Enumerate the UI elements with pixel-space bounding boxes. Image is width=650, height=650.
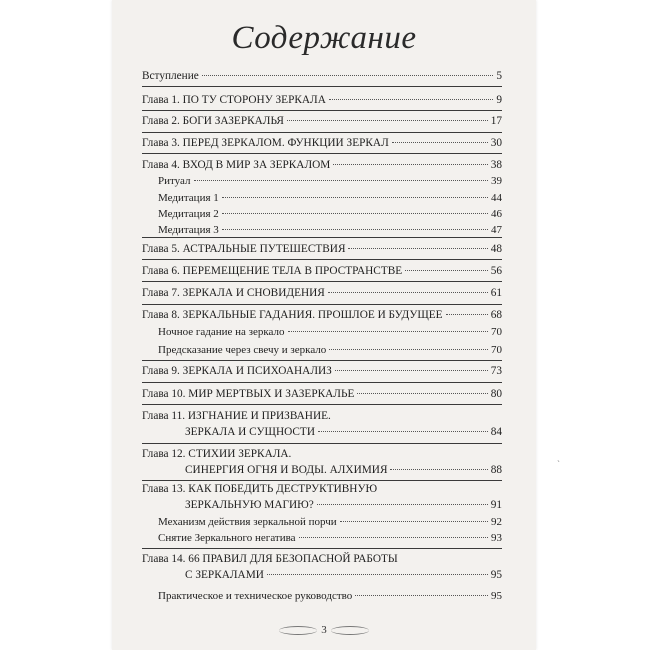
toc-entry: [142, 265, 502, 278]
divider: [142, 281, 502, 282]
dot-leader: [333, 164, 487, 165]
toc-entry-label: Глава 5. АСТРАЛЬНЫЕ ПУТЕШЕСТВИЯ: [142, 243, 346, 255]
dot-leader: [222, 213, 488, 214]
toc-entry: [142, 94, 502, 107]
toc-entry: [142, 137, 502, 150]
dot-leader: [318, 431, 488, 432]
toc-entry-page: 91: [490, 499, 502, 511]
toc-entry-page: 70: [491, 344, 502, 356]
dot-leader: [329, 99, 493, 100]
stray-mark: ˎ: [557, 452, 560, 462]
dot-leader: [328, 292, 488, 293]
toc-entry-label: Глава 4. ВХОД В МИР ЗА ЗЕРКАЛОМ: [142, 159, 331, 171]
toc-entry-label: Глава 12. СТИХИИ ЗЕРКАЛА.: [142, 448, 292, 460]
toc-entry-page: 38: [490, 159, 502, 171]
toc-entry: [142, 287, 502, 300]
toc-entry-label: Ночное гадание на зеркало: [158, 326, 285, 338]
toc-subentry: [158, 326, 502, 339]
page-title: Содержание: [231, 20, 417, 56]
toc-entry-page: 9: [496, 94, 502, 106]
page-number: 3: [321, 624, 327, 636]
ornament-right-icon: [331, 626, 369, 635]
ornament-left-icon: [279, 626, 317, 635]
toc-entry-label: Глава 3. ПЕРЕД ЗЕРКАЛОМ. ФУНКЦИИ ЗЕРКАЛ: [142, 137, 389, 149]
toc-entry-label: Ритуал: [158, 175, 191, 187]
toc-subentry: [158, 532, 502, 545]
toc-entry: [142, 115, 502, 128]
toc-entry-continuation: [142, 426, 502, 439]
dot-leader: [329, 349, 488, 350]
toc-entry: [142, 309, 502, 322]
dot-leader: [390, 469, 487, 470]
toc-entry-label: Глава 9. ЗЕРКАЛА И ПСИХОАНАЛИЗ: [142, 365, 332, 377]
dot-leader: [288, 331, 488, 332]
divider: [142, 480, 502, 481]
toc-entry-label: Предсказание через свечу и зеркало: [158, 344, 327, 356]
divider: [142, 548, 502, 549]
toc-entry-label-continuation: СИНЕРГИЯ ОГНЯ И ВОДЫ. АЛХИМИЯ: [185, 464, 388, 476]
divider: [142, 304, 502, 305]
toc-entry-page: 39: [491, 175, 502, 187]
dot-leader: [299, 537, 488, 538]
toc-entry-continuation: [142, 464, 502, 477]
toc-entry-first-line: [142, 483, 502, 496]
divider: [142, 404, 502, 405]
toc-entry: [142, 159, 502, 172]
divider: [142, 443, 502, 444]
dot-leader: [287, 120, 488, 121]
dot-leader: [222, 197, 488, 198]
divider: [142, 237, 502, 238]
toc-entry-continuation: [142, 569, 502, 582]
toc-entry-label: Глава 14. 66 ПРАВИЛ ДЛЯ БЕЗОПАСНОЙ РАБОТЫ: [142, 553, 398, 565]
toc-entry: [142, 243, 502, 256]
dot-leader: [355, 595, 488, 596]
divider: [142, 382, 502, 383]
toc-subentry: [158, 175, 502, 188]
divider: [142, 110, 502, 111]
toc-entry-page: 80: [490, 388, 502, 400]
toc-entry-page: 61: [490, 287, 502, 299]
divider: [142, 132, 502, 133]
toc-entry-page: 68: [490, 309, 502, 321]
toc-entry-label: Глава 6. ПЕРЕМЕЩЕНИЕ ТЕЛА В ПРОСТРАНСТВЕ: [142, 265, 403, 277]
toc-entry-page: 30: [490, 137, 502, 149]
toc-subentry: [158, 224, 502, 237]
toc-subentry: [158, 192, 502, 205]
toc-entry-label: Снятие Зеркального негатива: [158, 532, 296, 544]
toc-entry-label-continuation: С ЗЕРКАЛАМИ: [185, 569, 264, 581]
toc-entry-page: 84: [490, 426, 502, 438]
dot-leader: [317, 504, 488, 505]
toc-entry-continuation: [142, 499, 502, 512]
toc-entry-label: Медитация 2: [158, 208, 219, 220]
toc-entry-page: 95: [491, 590, 502, 602]
divider: [142, 86, 502, 87]
toc-entry-label: Глава 7. ЗЕРКАЛА И СНОВИДЕНИЯ: [142, 287, 325, 299]
toc-entry-first-line: [142, 410, 502, 423]
toc-entry-page: 47: [491, 224, 502, 236]
toc-entry-label: Практическое и техническое руководство: [158, 590, 353, 602]
toc-entry-label: Глава 8. ЗЕРКАЛЬНЫЕ ГАДАНИЯ. ПРОШЛОЕ И БУДУЩЕЕ: [142, 309, 443, 321]
toc-entry-label-continuation: ЗЕРКАЛА И СУЩНОСТИ: [185, 426, 315, 438]
divider: [142, 259, 502, 260]
toc-entry-label: Вступление: [142, 70, 199, 82]
dot-leader: [335, 370, 488, 371]
toc-subentry: [158, 344, 502, 357]
toc-entry-page: 70: [491, 326, 502, 338]
toc-entry-label: Медитация 3: [158, 224, 219, 236]
toc-entry-page: 44: [491, 192, 502, 204]
toc-subentry: [158, 590, 502, 603]
dot-leader: [340, 521, 488, 522]
dot-leader: [267, 574, 488, 575]
dot-leader: [222, 229, 488, 230]
toc-entry-page: 46: [491, 208, 502, 220]
toc-entry-page: 95: [490, 569, 502, 581]
toc-entry-page: 88: [490, 464, 502, 476]
toc-entry-label: Глава 1. ПО ТУ СТОРОНУ ЗЕРКАЛА: [142, 94, 326, 106]
dot-leader: [392, 142, 488, 143]
toc-entry: [142, 365, 502, 378]
toc-entry-page: 17: [490, 115, 502, 127]
dot-leader: [446, 314, 488, 315]
toc-entry-page: 92: [491, 516, 502, 528]
book-page: [112, 0, 560, 650]
toc-entry-page: 5: [496, 70, 502, 82]
dot-leader: [357, 393, 487, 394]
toc-entry: [142, 388, 502, 401]
divider: [142, 360, 502, 361]
toc-entry-label: Глава 13. КАК ПОБЕДИТЬ ДЕСТРУКТИВНУЮ: [142, 483, 378, 495]
dot-leader: [194, 180, 489, 181]
toc-entry-label: Медитация 1: [158, 192, 219, 204]
toc-entry: [142, 70, 502, 83]
page-footer: [112, 623, 536, 637]
toc-entry-label: Механизм действия зеркальной порчи: [158, 516, 337, 528]
toc-entry-first-line: [142, 553, 502, 566]
dot-leader: [405, 270, 488, 271]
toc-entry-first-line: [142, 448, 502, 461]
toc-entry-label: Глава 11. ИЗГНАНИЕ И ПРИЗВАНИЕ.: [142, 410, 331, 422]
divider: [142, 153, 502, 154]
toc-subentry: [158, 516, 502, 529]
toc-entry-label: Глава 10. МИР МЕРТВЫХ И ЗАЗЕРКАЛЬЕ: [142, 388, 355, 400]
dot-leader: [348, 248, 487, 249]
dot-leader: [202, 75, 494, 76]
toc-subentry: [158, 208, 502, 221]
toc-entry-page: 93: [491, 532, 502, 544]
toc-entry-label-continuation: ЗЕРКАЛЬНУЮ МАГИЮ?: [185, 499, 314, 511]
toc-entry-page: 73: [490, 365, 502, 377]
toc-entry-label: Глава 2. БОГИ ЗАЗЕРКАЛЬЯ: [142, 115, 284, 127]
toc-entry-page: 48: [490, 243, 502, 255]
toc-entry-page: 56: [490, 265, 502, 277]
